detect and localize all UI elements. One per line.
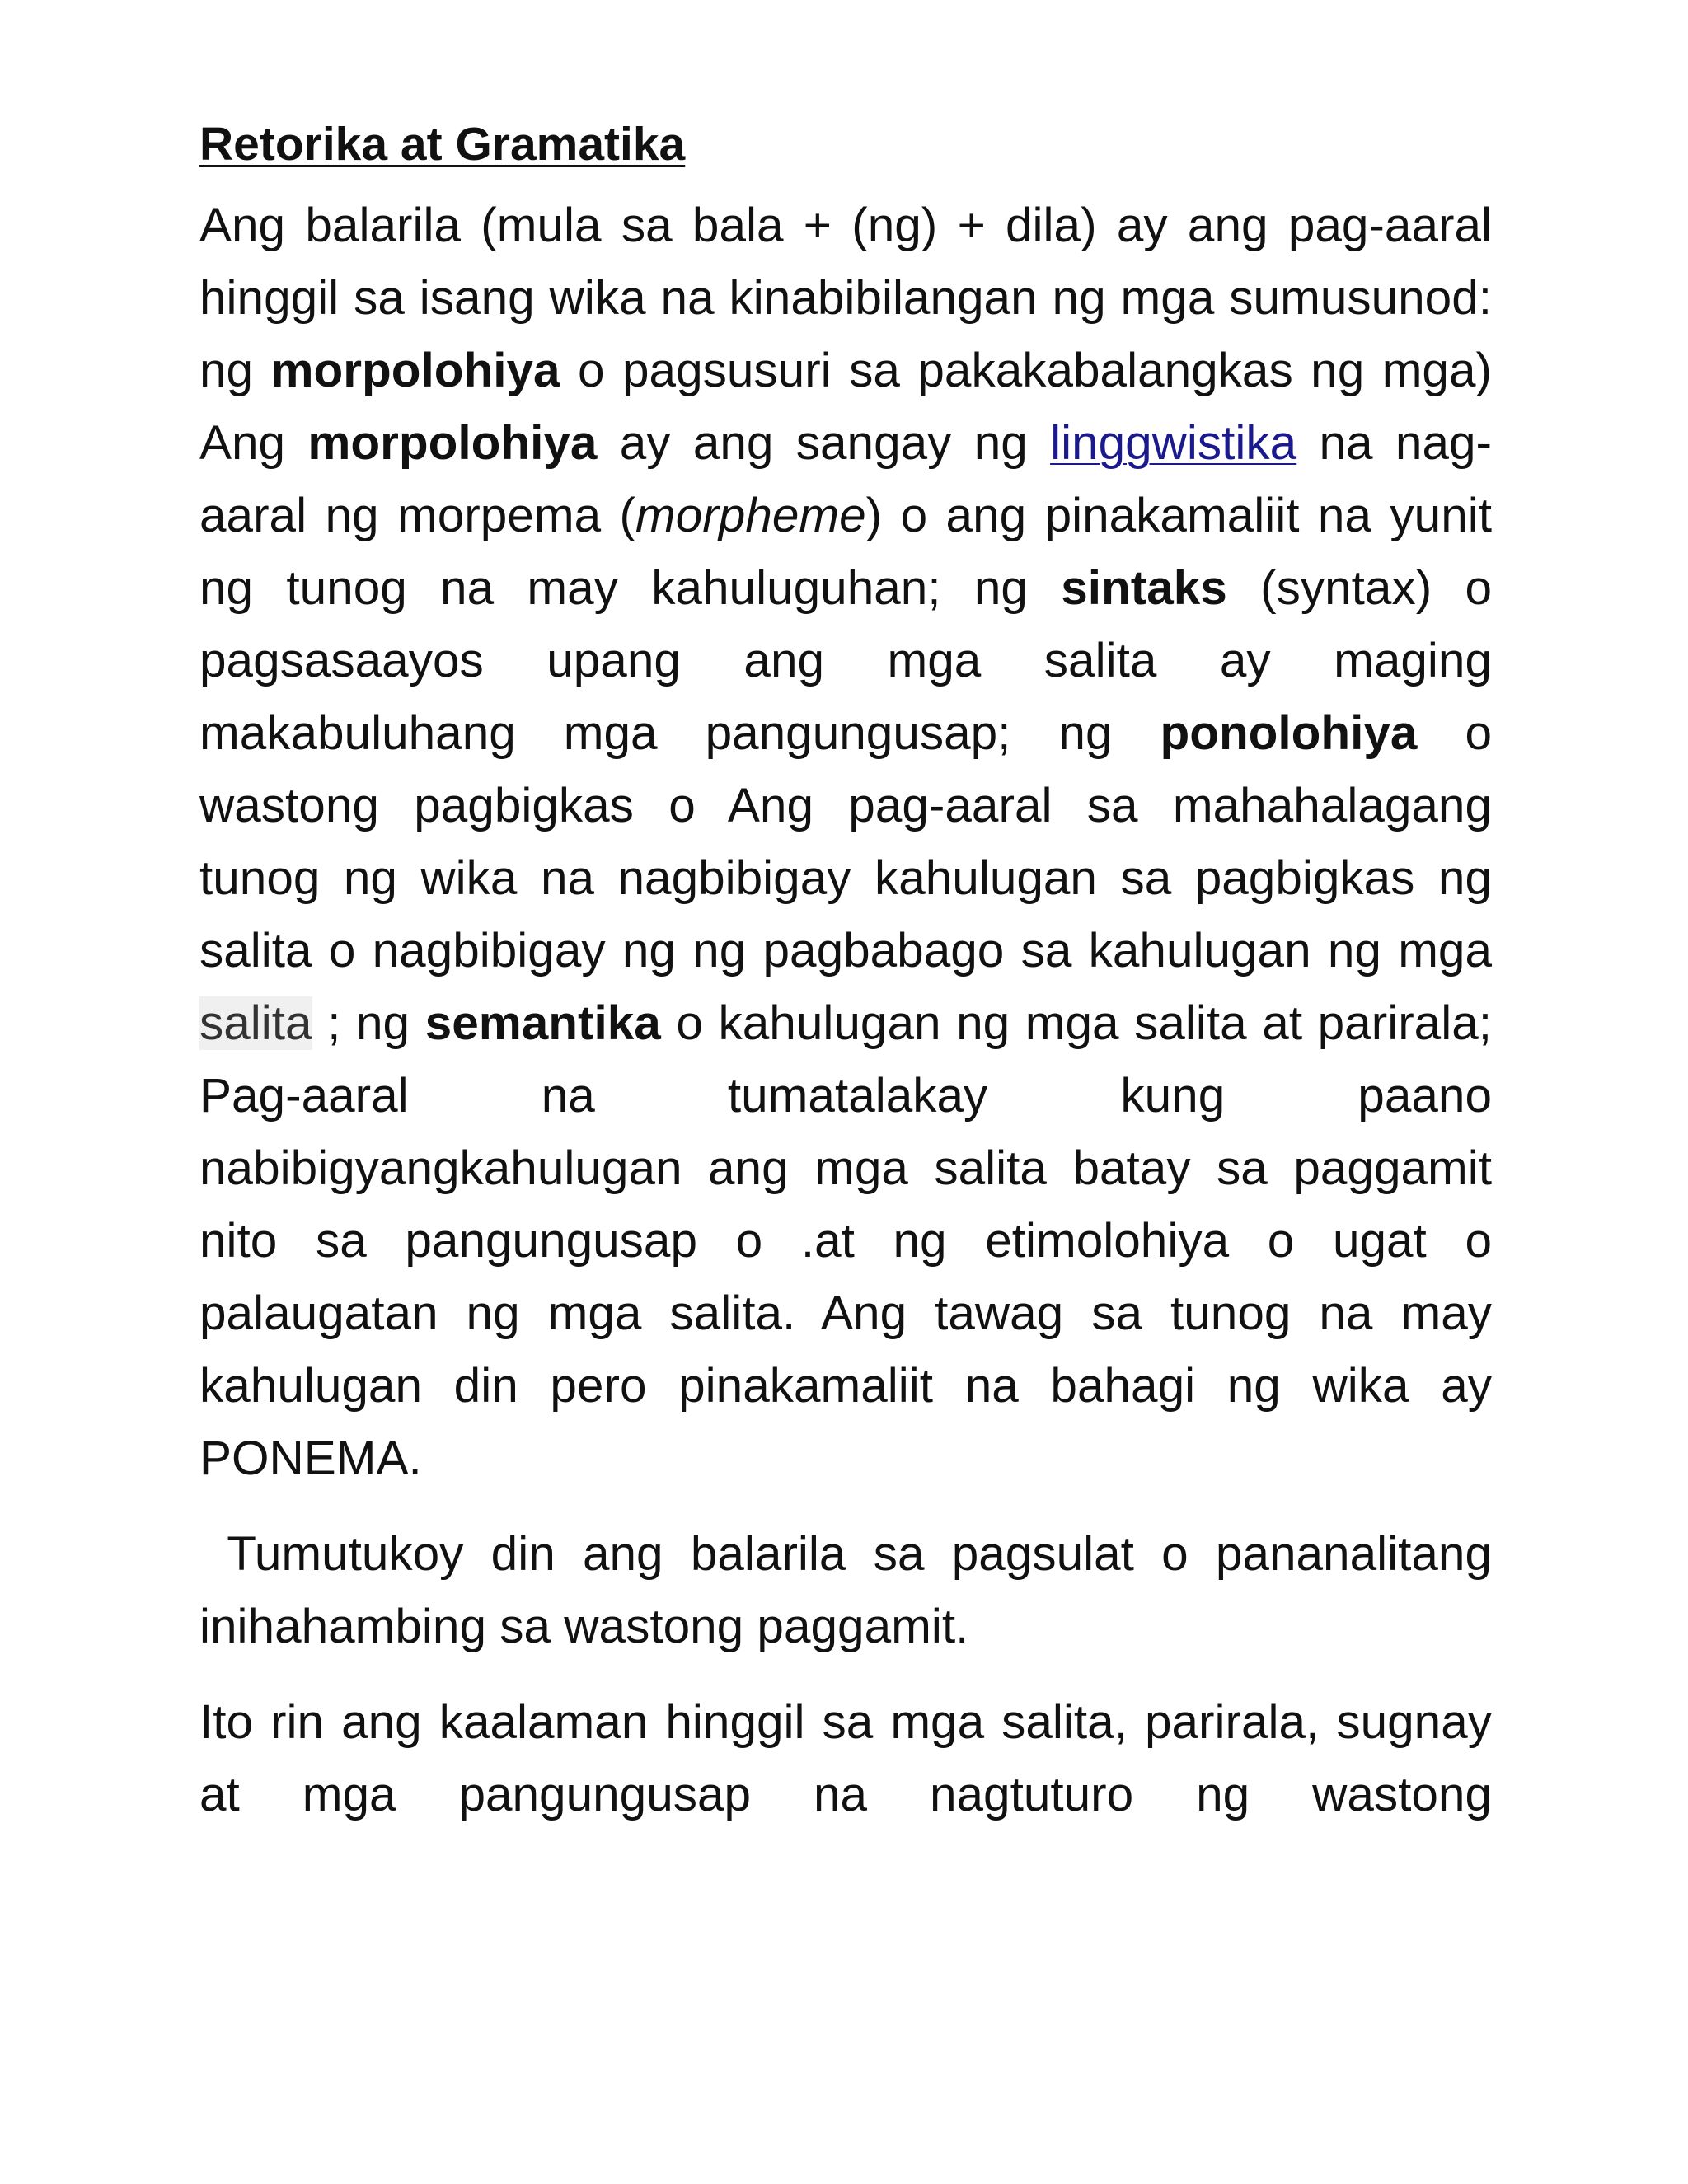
highlighted-word-salita: salita xyxy=(199,996,312,1050)
term-morpolohiya: morpolohiya xyxy=(270,344,560,397)
paragraph-balarila-definition xyxy=(199,190,1492,1495)
text-segment: o wastong pagbigkas o Ang pag-aaral sa mahahalagang tunog ng wika na nagbibigay kahulugan sa pagbigkas ng salita o nagbibigay ng ng pagbabago sa kahulugan ng mga xyxy=(199,706,1492,977)
paragraph-ito-rin: Ito rin ang kaalaman hinggil sa mga salita, parirala, sugnay at mga pangungusap na nagtuturo ng wastong xyxy=(199,1695,1492,1821)
text-segment: o pagsusuri sa pakakabalangkas ng mga) Ang xyxy=(199,344,1492,470)
document-body xyxy=(199,107,1506,1854)
term-morpolohiya-2: morpolohiya xyxy=(307,416,598,470)
text-segment: o kahulugan ng mga salita at parirala; Pag-aaral na tumatalakay kung paano nabibigyangkahulugan ang mga salita batay sa paggamit nito sa pangungusap o .at ng etimolohiya o ugat o palaugatan ng mga salita. Ang tawag sa tunog na may kahulugan din pero pinakamaliit na bahagi ng wika ay PONEMA. xyxy=(199,996,1492,1485)
paragraph-tumutukoy: Tumutukoy din ang balarila sa pagsulat o pananalitang inihahambing sa wastong paggamit. xyxy=(199,1527,1506,1653)
text-segment: (syntax) o pagsasaayos upang ang mga salita ay maging makabuluhang mga pangungusap; ng xyxy=(199,561,1493,760)
page-title: Retorika at Gramatika xyxy=(199,118,686,171)
linggwistika-link[interactable]: linggwistika xyxy=(1050,416,1297,470)
term-semantika: semantika xyxy=(424,996,661,1050)
term-morpheme: morpheme xyxy=(635,489,866,542)
text-segment: na nag-aaral ng morpema ( xyxy=(199,416,1492,542)
text-segment: ; ng xyxy=(312,996,425,1050)
term-ponolohiya: ponolohiya xyxy=(1160,706,1418,760)
term-sintaks: sintaks xyxy=(1061,561,1227,615)
text-segment: ) o ang pinakamaliit na yunit ng tunog na may kahuluguhan; ng xyxy=(199,489,1492,615)
text-segment: Ang balarila (mula sa bala + (ng) + dila) ay ang pag-aaral hinggil sa isang wika na kinabibilangan ng mga sumusunod: ng xyxy=(199,199,1492,397)
text-segment: ay ang sangay ng xyxy=(597,416,1051,470)
